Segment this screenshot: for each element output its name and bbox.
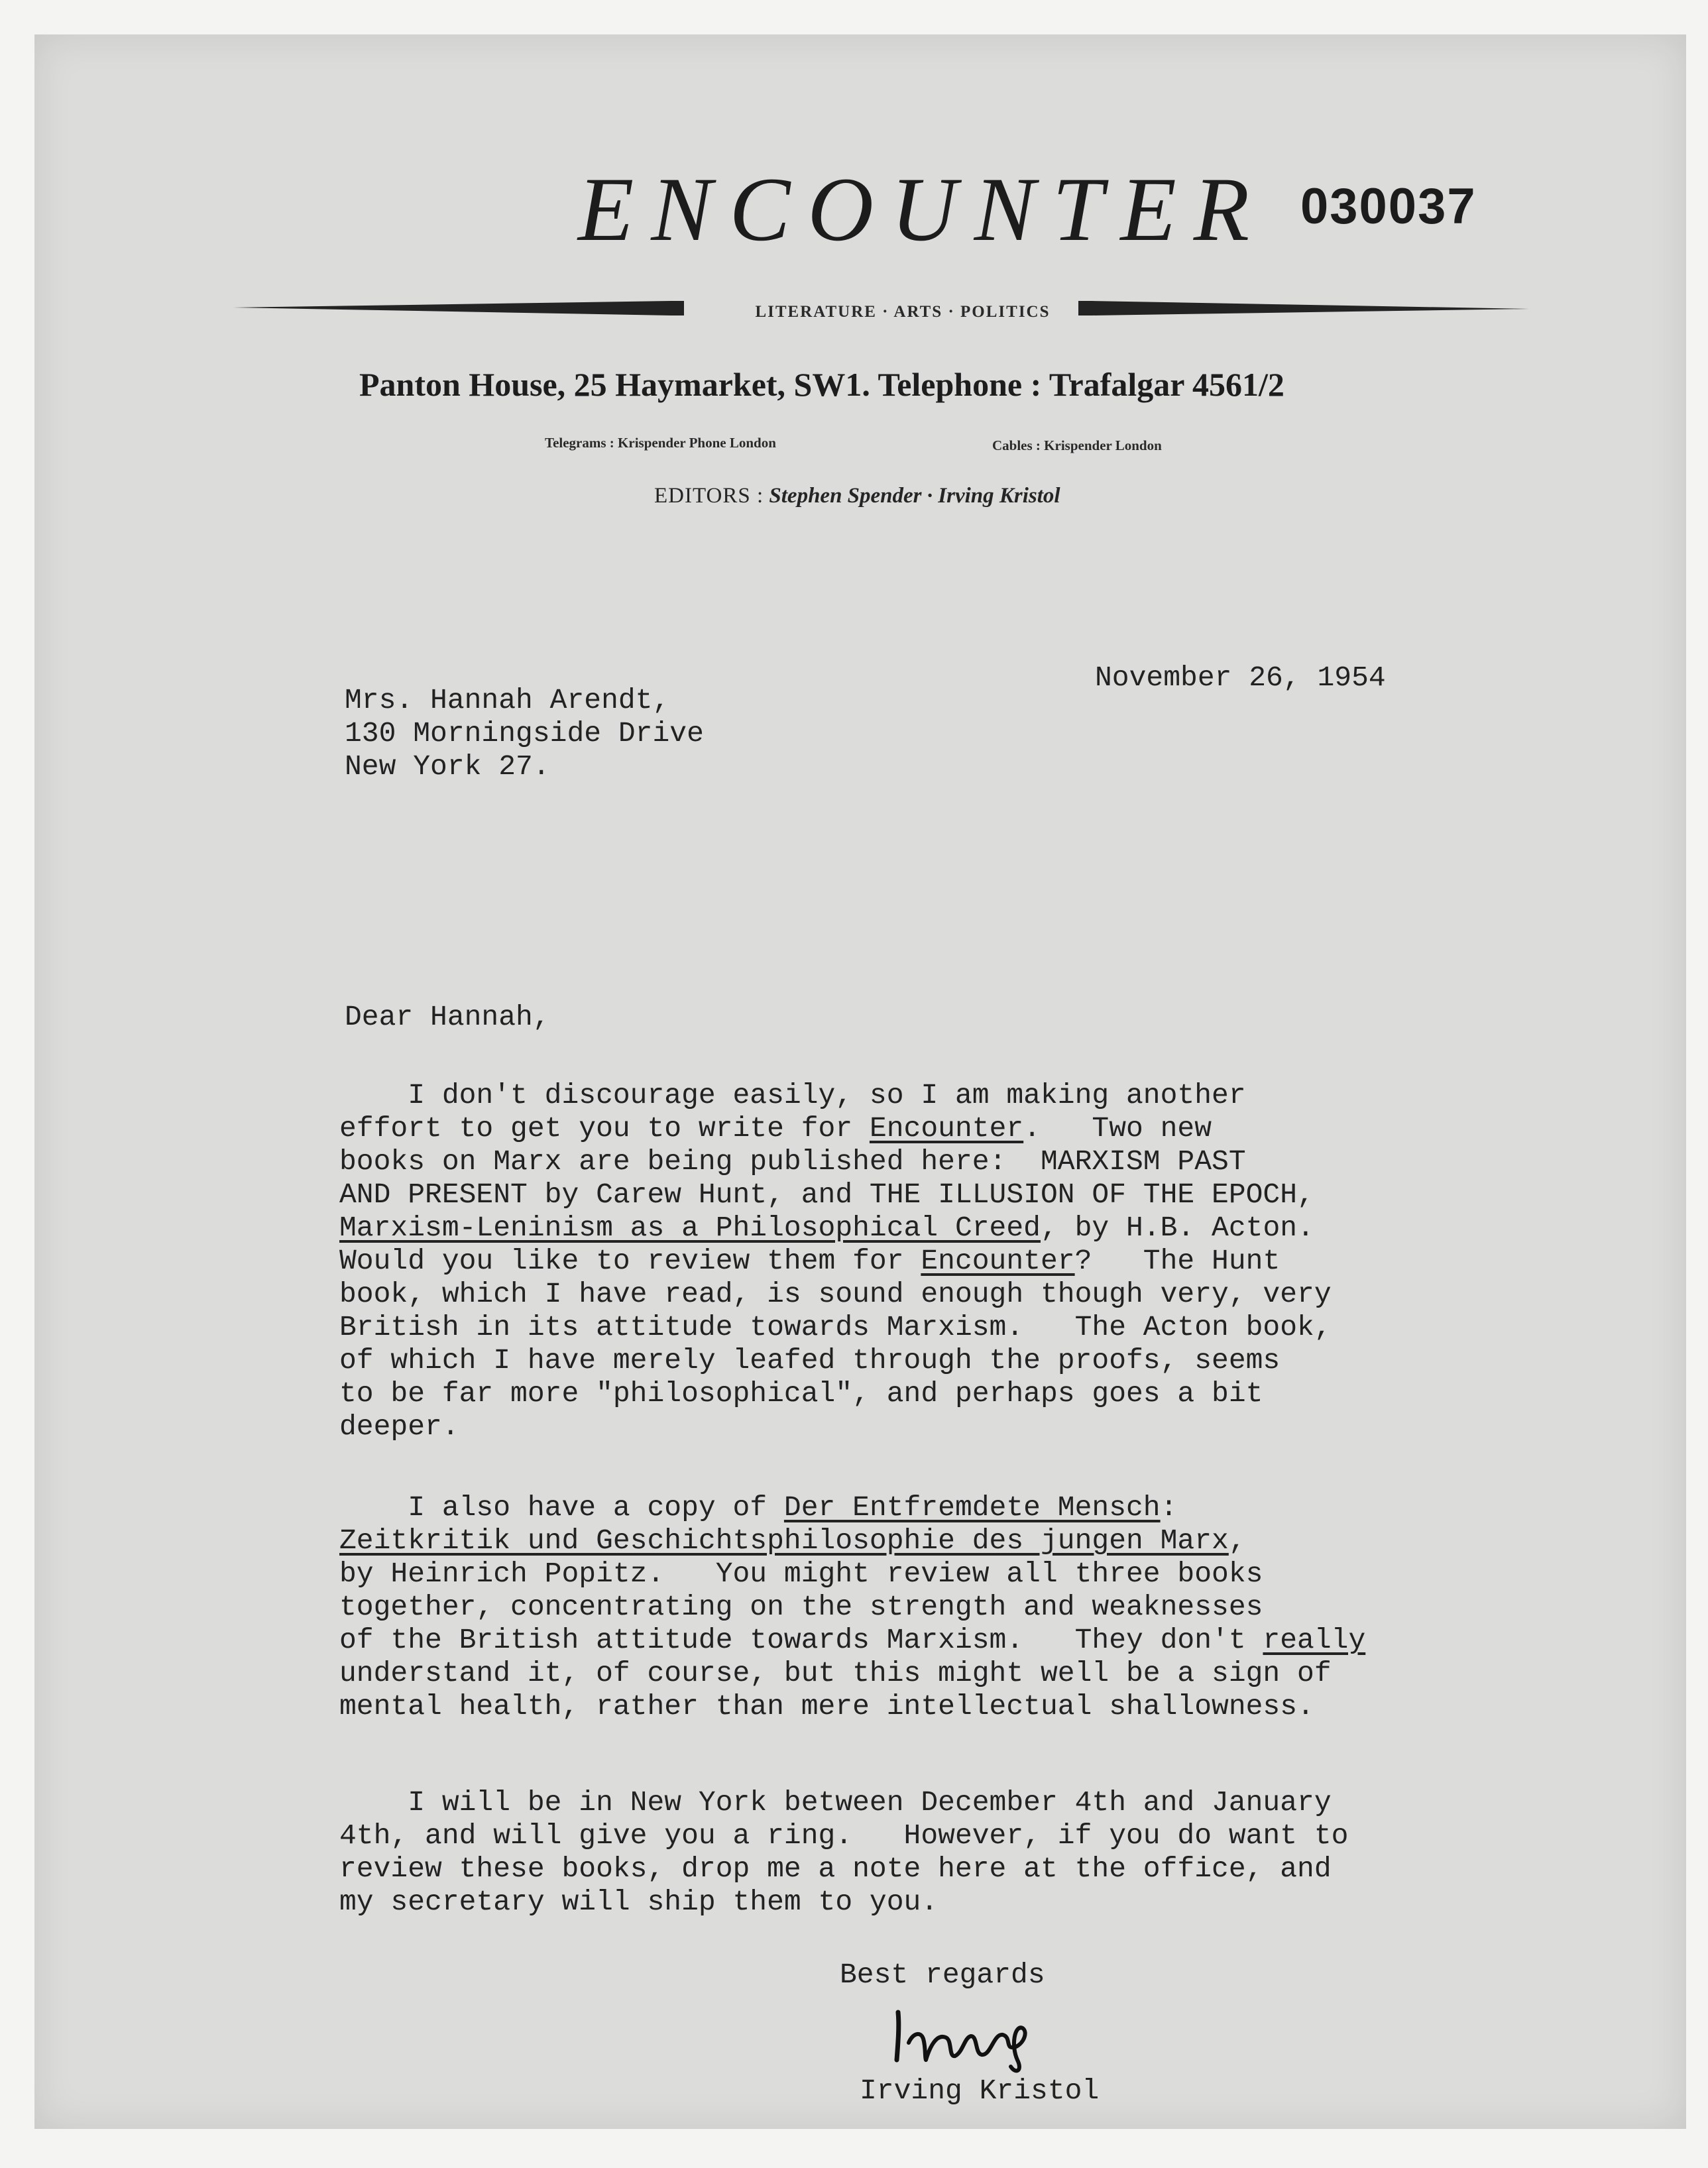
text-line — [339, 1212, 1332, 1245]
text-line: review these books, drop me a note here at the office, and — [339, 1853, 1332, 1885]
book-title: Der Entfremdete Mensch — [783, 1491, 1161, 1524]
text-run: : — [1160, 1491, 1178, 1524]
recipient-line: New York 27. — [345, 750, 550, 783]
text-line: I will be in New York between December 4th and January — [339, 1786, 1332, 1819]
text-line: of which I have merely leafed through the proofs, seems — [339, 1344, 1281, 1377]
title-encounter: Encounter — [921, 1245, 1075, 1277]
cables-value: Krispender London — [1044, 437, 1162, 453]
letter-sheet — [34, 34, 1686, 2129]
salutation: Dear Hannah, — [345, 1001, 550, 1033]
title-encounter: Encounter — [869, 1112, 1024, 1145]
book-subtitle: Zeitkritik und Geschichtsphilosophie des jungen Marx — [339, 1524, 1229, 1557]
text-line: to be far more "philosophical", and perhaps goes a bit — [339, 1377, 1263, 1410]
paragraph-2 — [339, 1491, 1365, 1723]
recipient-line: 130 Morningside Drive — [345, 717, 704, 750]
text-line: mental health, rather than mere intellectual shallowness. — [339, 1690, 1314, 1723]
paragraph-1 — [339, 1079, 1332, 1444]
recipient-address — [345, 684, 704, 783]
signer-name: Irving Kristol — [860, 2075, 1100, 2107]
telegrams-line — [545, 435, 776, 451]
text-line — [339, 1112, 1332, 1145]
text-line: I don't discourage easily, so I am making another — [339, 1079, 1246, 1112]
editors-names: Stephen Spender · Irving Kristol — [769, 484, 1060, 508]
masthead-rule-right — [1078, 298, 1529, 318]
book-subtitle: Marxism-Leninism as a Philosophical Creed — [339, 1212, 1041, 1244]
emphasis-really: really — [1263, 1624, 1366, 1656]
paragraph-3 — [339, 1786, 1348, 1919]
closing: Best regards — [840, 1959, 1045, 1991]
text-line: AND PRESENT by Carew Hunt, and THE ILLUSION OF THE EPOCH, — [339, 1178, 1314, 1211]
text-line — [339, 1491, 1365, 1524]
text-line: together, concentrating on the strength and weaknesses — [339, 1591, 1263, 1623]
cables-label: Cables : — [992, 437, 1041, 453]
text-line — [339, 1524, 1365, 1558]
text-line — [339, 1245, 1332, 1278]
text-run: Would you like to review them for — [339, 1245, 921, 1277]
masthead-rule-left — [233, 298, 684, 318]
text-line: books on Marx are being published here: MARXISM PAST — [339, 1145, 1246, 1178]
text-line: by Heinrich Popitz. You might review all three books — [339, 1558, 1263, 1590]
text-line: British in its attitude towards Marxism. The Acton book, — [339, 1311, 1332, 1343]
handwritten-signature — [886, 1996, 1045, 2076]
telegrams-label: Telegrams : — [545, 435, 614, 451]
cables-line — [992, 437, 1162, 454]
text-line: deeper. — [339, 1410, 459, 1443]
text-line — [339, 1624, 1365, 1657]
text-line: 4th, and will give you a ring. However, if you do want to — [339, 1819, 1349, 1852]
text-line: understand it, of course, but this might well be a sign of — [339, 1657, 1332, 1689]
text-run: , by H.B. Acton. — [1040, 1212, 1314, 1244]
masthead-tagline: LITERATURE · ARTS · POLITICS — [755, 303, 1051, 321]
text-run: I also have a copy of — [339, 1491, 784, 1524]
text-line: my secretary will ship them to you. — [339, 1886, 939, 1918]
recipient-line: Mrs. Hannah Arendt, — [345, 684, 670, 716]
text-run: . Two new — [1023, 1112, 1212, 1145]
letter-date: November 26, 1954 — [1095, 661, 1386, 694]
editors-line — [654, 484, 1060, 508]
text-run: effort to get you to write for — [339, 1112, 870, 1145]
text-run: , — [1228, 1524, 1246, 1557]
letterhead-address: Panton House, 25 Haymarket, SW1. Telephone : Trafalgar 4561/2 — [359, 366, 1284, 403]
telegrams-value: Krispender Phone London — [618, 435, 776, 451]
text-run: of the British attitude towards Marxism. They don't — [339, 1624, 1263, 1656]
document-number: 030037 — [1300, 178, 1477, 235]
text-line: book, which I have read, is sound enough though very, very — [339, 1278, 1332, 1310]
masthead-title: ENCOUNTER — [578, 158, 1267, 260]
text-run: ? The Hunt — [1074, 1245, 1281, 1277]
editors-label: EDITORS : — [654, 484, 764, 508]
